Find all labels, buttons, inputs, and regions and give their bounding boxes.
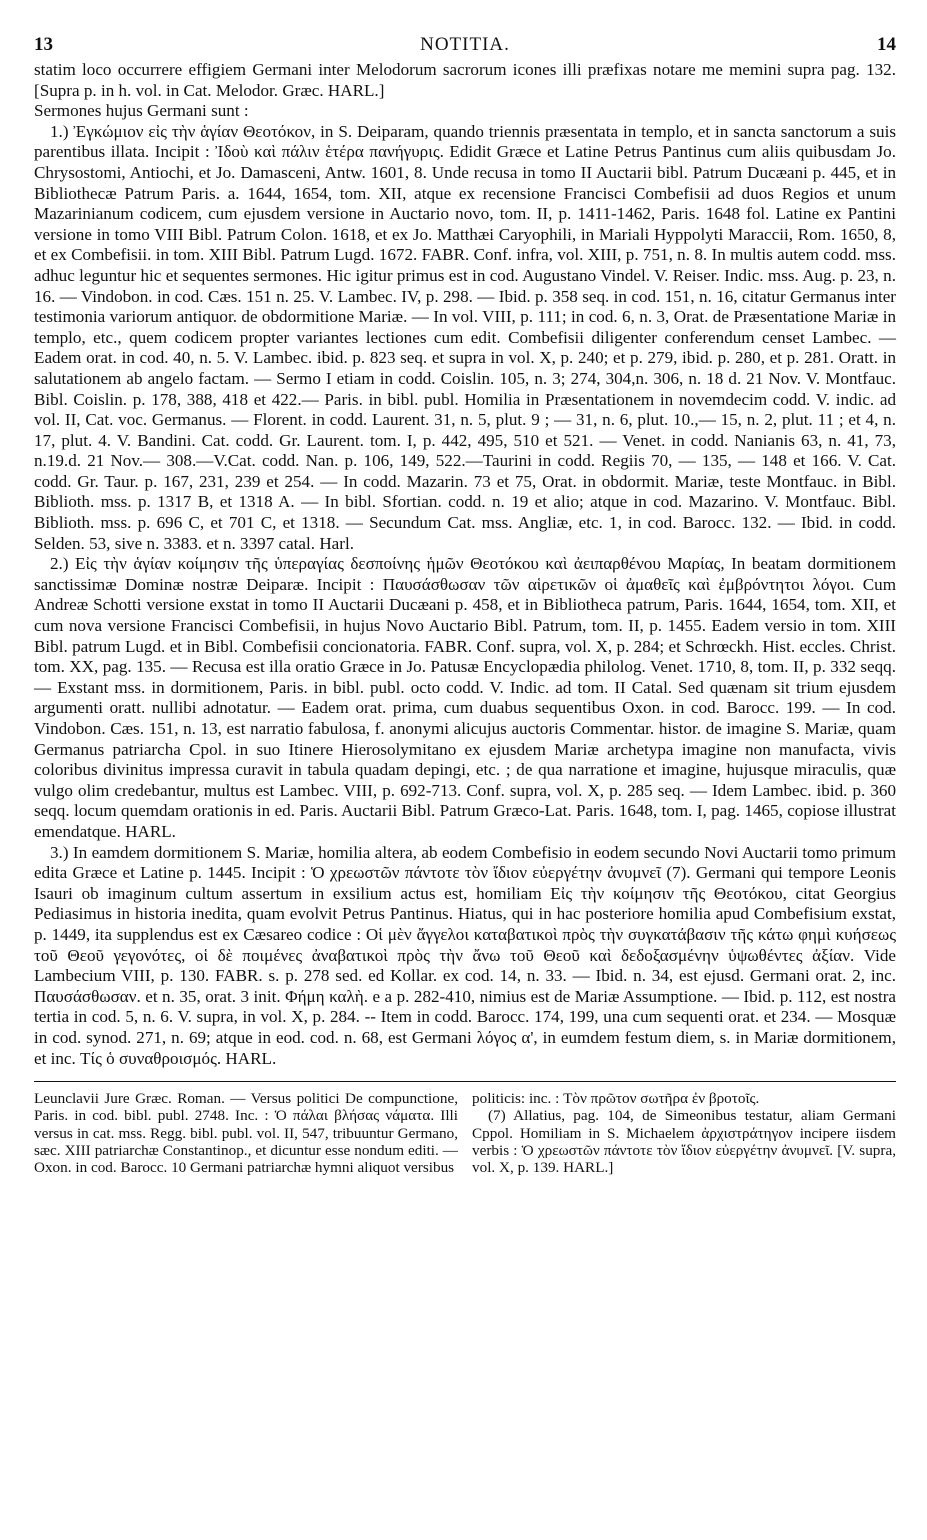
running-header xyxy=(34,28,896,58)
footnote-separator xyxy=(34,1081,896,1082)
footnote-left-text: Leunclavii Jure Græc. Roman. — Versus politici De compunctione, Paris. in cod. bibl. publ. 2748. Inc. : Ὁ πάλαι βλήσας νάματα. Illi versus in cat. mss. Regg. bibl. publ. vol. II, 547, tribuuntur Germano, sæc. XIII patriarchæ Constantinop., et dicuntur esse nondum editi. — Oxon. in cod. Barocc. 10 Germani patriarchæ hymni aliquot versibus xyxy=(34,1090,458,1176)
sermon-entry-1: 1.) Ἐγκώμιον εἰς τὴν ἁγίαν Θεοτόκον, in S. Deiparam, quando triennis præsentata in templo, et in sancta sanctorum a suis parentibus illata. Incipit : Ἰδοὺ καὶ πάλιν ἑτέρα πανήγυρις. Edidit Græce et Latine Petrus Pantinus cum aliis quibusdam Jo. Chrysostomi, Antiochi, et Jo. Damasceni, Antw. 1601, 8. Unde recusa in tomo II Auctarii bibl. Patrum Ducæani p. 445, et in Bibliothecæ Patrum Paris. a. 1644, 1654, tom. XII, atque ex recensione Francisci Combefisii ad duos Regios et unum Mazarinianum codicem, cum ejusdem versione in Auctario novo, tom. II, p. 1411-1462, Paris. 1648 fol. Latine ex Pantini versione in tomo VIII Bibl. Patrum Colon. 1618, et ex Jo. Matthæi Caryophili, in Mariali Hyppolyti Maraccii, Rom. 1650, 8, et ex Combefisii. in tom. XIII Bibl. Patrum Lugd. 1672. FABR. Conf. infra, vol. XIII, p. 751, n. 8. In multis autem codd. mss. adhuc leguntur hic et sequentes sermones. Hic igitur primus est in cod. Augustano Vindel. V. Reiser. Indic. mss. Aug. p. 23, n. 16. — Vindobon. in cod. Cæs. 151 n. 25. V. Lambec. IV, p. 298. — Ibid. p. 358 seq. in cod. 151, n. 16, citatur Germanus inter testimonia variorum antiquor. de obdormitione Mariæ. — In vol. VIII, p. 111; in cod. 6, n. 3, Orat. de Præsentatione Mariæ in templo, etc., quem codicem propter variantes lectiones cum edit. Combefisii diligenter conferendum censet Lambec. — Eadem orat. in cod. 40, n. 5. V. Lambec. ibid. p. 823 seq. et supra in vol. X, p. 240; et p. 279, ibid. p. 280, et p. 281. Oratt. in salutationem ab angelo factam. — Sermo I etiam in codd. Coislin. 105, n. 3; 274, 304,n. 306, n. 18 d. 21 Nov. V. Montfauc. Bibl. Coislin. p. 178, 388, 418 et 422.— Paris. in bibl. publ. Homilia in Præsentationem in novemdecim codd. V. indic. ad vol. II, Cat. voc. Germanus. — Florent. in codd. Laurent. 31, n. 5, plut. 9 ; — 31, n. 6, plut. 10.,— 15, n. 2, plut. 11 ; et 4, n. 17, plut. 4. V. Bandini. Cat. codd. Gr. Laurent. tom. I, p. 442, 495, 510 et 521. — Venet. in codd. Nanianis 63, n. 41, 73, n.19.d. 21 Nov.— 308.—V.Cat. codd. Nan. p. 106, 149, 522.—Taurini in codd. Regiis 70, — 135, — 148 et 166. V. Cat. codd. Gr. Taur. p. 167, 231, 239 et 254. — In codd. Mazarin. 73 et 75, Orat. in obdormit. Mariæ, teste Montfauc. in Bibl. Biblioth. mss. p. 1317 B, et 1318 A. — In bibl. Sfortian. codd. n. 19 et alio; atque in cod. Mazarino. V. Montfauc. Bibl. Biblioth. mss. p. 696 C, et 701 C, et 1318. — Secundum Cat. mss. Angliæ, etc. 1, in cod. Barocc. 132. — Ibid. in codd. Selden. 53, sive n. 3383. et n. 3397 catal. Harl. xyxy=(34,121,896,553)
intro-paragraph: statim loco occurrere effigiem Germani inter Melodorum sacrorum icones illi præfixas notare me memini supra pag. 132. [Supra p. in h. vol. in Cat. Melodor. Græc. HARL.] xyxy=(34,60,896,100)
running-title: NOTITIA. xyxy=(420,34,510,55)
page-number-left: 13 xyxy=(34,34,53,55)
sermones-heading: Sermones hujus Germani sunt : xyxy=(34,101,249,121)
footnote-column-right xyxy=(472,1090,896,1176)
footnote-column-left xyxy=(34,1090,458,1176)
book-page xyxy=(34,28,896,1176)
main-text xyxy=(34,60,896,1069)
footnote-7: (7) Allatius, pag. 104, de Simeonibus testatur, aliam Germani Cppol. Homiliam in S. Michaelem ἀρχιστράτηγον incipere iisdem verbis : Ὁ χρεωστῶν πάντοτε τὸν ἴδιον εὐεργέτην ἀνυμνεῖ. [V. supra, vol. X, p. 139. HARL.] xyxy=(472,1107,896,1176)
footnote-right-continuation: politicis: inc. : Τὸν πρῶτον σωτῆρα ἐν βροτοῖς. xyxy=(472,1090,760,1108)
footnotes xyxy=(34,1090,896,1176)
sermon-entry-2: 2.) Εἰς τὴν ἁγίαν κοίμησιν τῆς ὑπεραγίας δεσποίνης ἡμῶν Θεοτόκου καὶ ἀειπαρθένου Μαρίας, In beatam dormitionem sanctissimæ Dominæ nostræ Deiparæ. Incipit : Παυσάσθωσαν τῶν αἱρετικῶν οἱ ἀμαθεῖς καὶ ἐμβρόντητοι λόγοι. Cum Andreæ Schotti versione exstat in tomo II Auctarii Ducæani p. 458, et in Bibliotheca patrum, Paris. 1644, 1654, tom. XII, et cum nova versione Francisci Combefisii, in hujus Novo Auctario Bibl. Patrum, tom. II, p. 1455. Eadem versio in tom. XIII Bibl. patrum Lugd. et in Bibl. Combefisii concionatoria. FABR. Conf. supra, vol. X, p. 284; et Schrœckh. Hist. eccles. Christ. tom. XX, pag. 135. — Recusa est illa oratio Græce in Jo. Patusæ Encyclopædia philolog. Venet. 1710, 8, tom. II, p. 332 seqq. — Exstant mss. in dormitionem, Paris. in bibl. publ. octo codd. V. Indic. ad tom. II Catal. Sed quænam sit trium ejusdem argumenti oratt. nullibi adnotatur. — Eadem orat. prima, cum duabus sequentibus Oxon. in cod. Barocc. 199. — In cod. Vindobon. Cæs. 151, n. 13, est narratio fabulosa, f. anonymi alicujus auctoris Commentar. histor. de imagine S. Mariæ, quam Germanus patriarcha Cpol. in suo Itinere Hierosolymitano ex ejusdem Mariæ archetypa imagine non manufacta, vivis coloribus divinitus impressa curavit in tabula quadam depingi, etc. ; de qua narratione et imagine, hujusque miraculis, quæ vulgo olim credebantur, multus est Lambec. VIII, p. 692-713. Conf. supra, vol. X, p. 285 seq. — Idem Lambec. ibid. p. 360 seqq. locum quemdam orationis in ed. Paris. Auctarii Bibl. Patrum Græco-Lat. Paris. 1648, tom. I, pag. 1465, copiose illustrat emendatque. HARL. xyxy=(34,554,896,841)
page-number-right: 14 xyxy=(877,34,896,55)
sermon-entry-3: 3.) In eamdem dormitionem S. Mariæ, homilia altera, ab eodem Combefisio in eodem secundo Novi Auctarii tomo primum edita Græce et Latine p. 1445. Incipit : Ὁ χρεωστῶν πάντοτε τὸν ἴδιον εὐεργέτην ἀνυμνεῖ (7). Germani qui tempore Leonis Isauri ob imaginum cultum assertum in exsilium actus est, homiliam Εἰς τὴν κοίμησιν τῆς Θεοτόκου, citat Georgius Pediasimus in historia inedita, quam evolvit Petrus Pantinus. Hiatus, qui in hac posteriore homilia apud Combefisium exstat, p. 1449, ita supplendus est ex Cæsareo codice : Οἱ μὲν ἄγγελοι καταβατικοὶ πρὸς τὴν συγκατάβασιν τῆς κάτω φημὶ κυήσεως τοῦ Θεοῦ γεγονότες, οἱ δὲ ποιμένες ἀναβατικοὶ πρὸς τὴν ἄνω τοῦ Θεοῦ καὶ δεδοξασμένην ὑψωθέντες ἀξίαν. Vide Lambecium VIII, p. 130. FABR. s. p. 278 sed. ed Kollar. ex cod. 14, n. 33. — Ibid. n. 34, est ejusd. Germani orat. 2, inc. Παυσάσθωσαν. et n. 35, orat. 3 init. Φήμη καλὴ. e a p. 282-410, nimius est de Mariæ Assumptione. — Ibid. p. 112, est nostra tertia in cod. 5, n. 6. V. supra, in vol. X, p. 284. -- Item in codd. Barocc. 174, 199, una cum sequenti orat. et 234. — Mosquæ in cod. synod. 271, n. 69; atque in eod. cod. n. 68, est Germani λόγος α', in eumdem festum diem, s. in Mariæ dormitionem, et inc. Τίς ὁ συναθροισμός. HARL. xyxy=(34,842,896,1068)
